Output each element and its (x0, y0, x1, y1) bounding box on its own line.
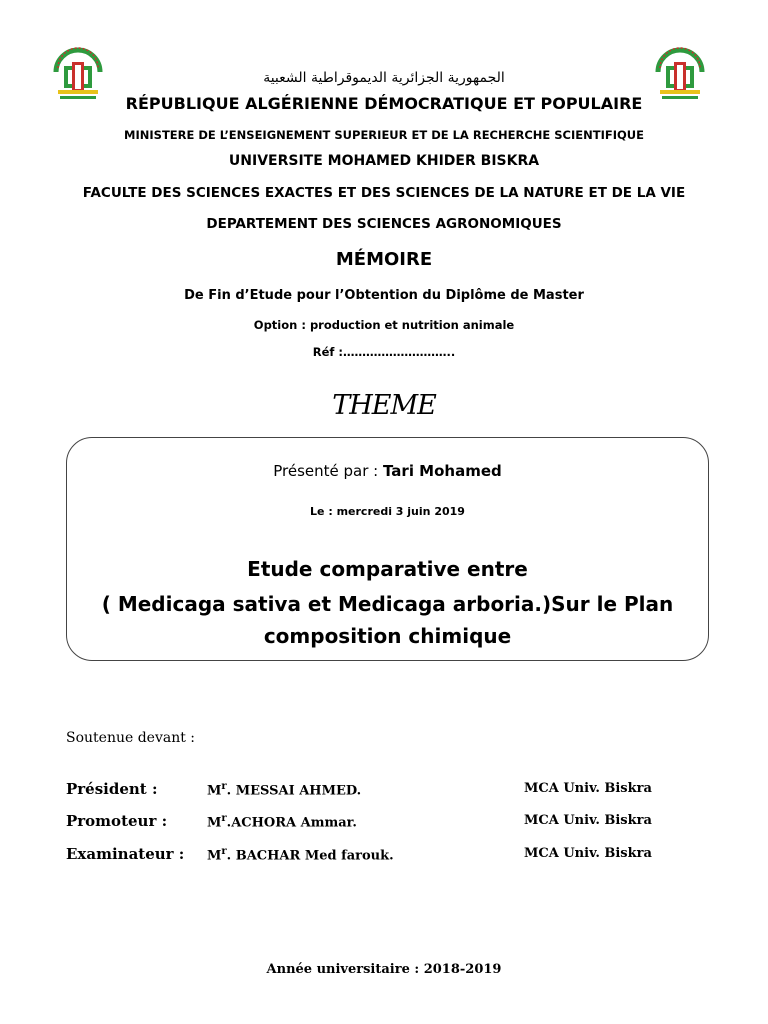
jury-name-examinateur: $M^r$. BACHAR Med farouk. (207, 846, 394, 864)
theme-heading: THEME (332, 390, 436, 421)
reference-line: Réf :……………………….. (312, 345, 456, 359)
thesis-title-line: composition chimique (263, 624, 512, 648)
arabic-republic-title: الجمهورية الجزائرية الديموقراطية الشعبية (263, 70, 505, 86)
presented-name: Tari Mohamed (383, 462, 502, 480)
jury-name-president: $M^r$. MESSAI AHMED. (207, 781, 362, 799)
presented-by (66, 462, 709, 480)
jury-intro: Soutenue devant : (66, 730, 196, 746)
jury-role-examinateur: Examinateur : (66, 845, 185, 863)
academic-year: Année universitaire : 2018-2019 (266, 962, 502, 977)
defense-date: Le : mercredi 3 juin 2019 (310, 505, 465, 518)
thesis-title-line: ( Medicaga sativa et Medicaga arboria.)Sur le Plan (101, 592, 674, 616)
presented-label: Présenté par : (273, 462, 379, 480)
jury-role-president: Président : (66, 780, 158, 798)
jury-affiliation-president: MCA Univ. Biskra (524, 781, 652, 796)
diploma-subtitle: De Fin d’Etude pour l’Obtention du Diplôme de Master (184, 288, 584, 303)
jury-role-promoteur: Promoteur : (66, 812, 168, 830)
option-line: Option : production et nutrition animale (253, 318, 515, 332)
department-title: DEPARTEMENT DES SCIENCES AGRONOMIQUES (206, 216, 562, 232)
faculty-title: FACULTE DES SCIENCES EXACTES ET DES SCIENCES DE LA NATURE ET DE LA VIE (82, 185, 686, 201)
memoire-heading: MÉMOIRE (335, 249, 433, 270)
jury-name-promoteur: $M^r.ACHORA$ Ammar. (207, 813, 357, 831)
republic-title: RÉPUBLIQUE ALGÉRIENNE DÉMOCRATIQUE ET POPULAIRE (125, 94, 643, 113)
thesis-title-line: Etude comparative entre (247, 557, 528, 581)
university-title: UNIVERSITE MOHAMED KHIDER BISKRA (228, 153, 540, 169)
jury-affiliation-promoteur: MCA Univ. Biskra (524, 813, 652, 828)
jury-affiliation-examinateur: MCA Univ. Biskra (524, 846, 652, 861)
ministry-title: MINISTERE DE L’ENSEIGNEMENT SUPERIEUR ET DE LA RECHERCHE SCIENTIFIQUE (124, 128, 644, 142)
